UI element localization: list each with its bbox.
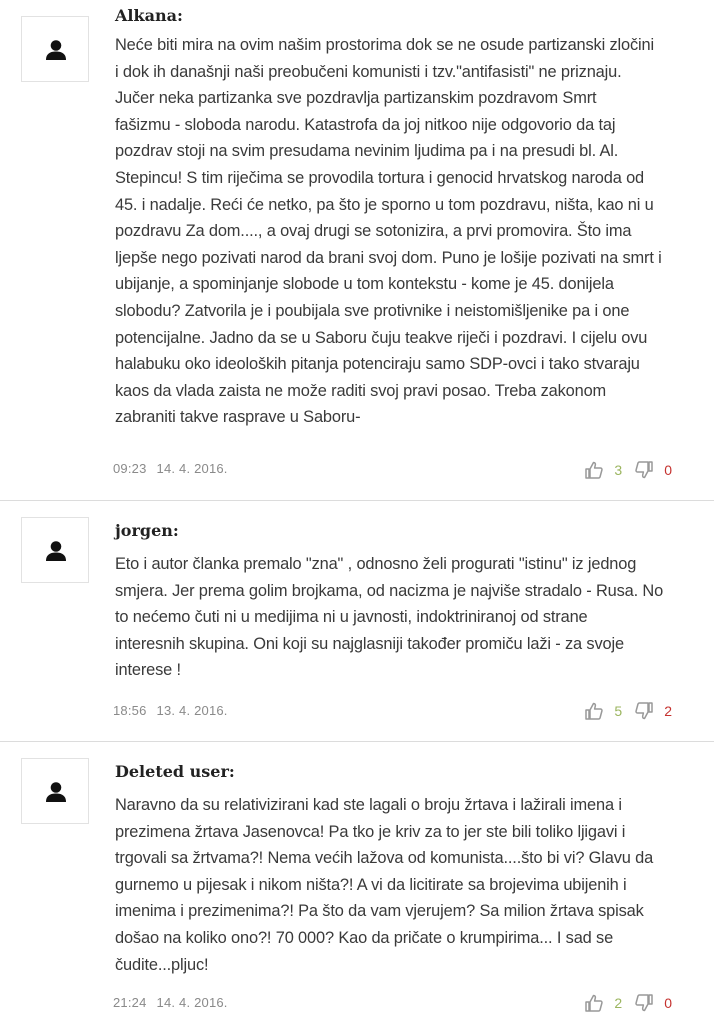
like-count: 3 xyxy=(614,462,623,478)
dislike-count: 0 xyxy=(664,462,672,478)
user-silhouette-icon xyxy=(45,781,67,803)
thumbs-down-icon[interactable] xyxy=(634,701,654,721)
comment-time: 18:56 xyxy=(113,703,147,718)
dislike-count: 0 xyxy=(664,995,672,1011)
vote-controls xyxy=(584,992,672,1014)
comment-timestamp xyxy=(113,461,228,476)
thumbs-up-icon[interactable] xyxy=(584,701,604,721)
comment-author[interactable]: Deleted user: xyxy=(115,762,235,781)
thumbs-up-icon[interactable] xyxy=(584,993,604,1013)
comment-date: 14. 4. 2016. xyxy=(156,995,228,1010)
thumbs-up-icon[interactable] xyxy=(584,460,604,480)
comment-item xyxy=(0,742,714,1024)
vote-controls xyxy=(584,700,672,722)
like-count: 2 xyxy=(614,995,623,1011)
dislike-count: 2 xyxy=(664,703,672,719)
comment-timestamp xyxy=(113,703,228,718)
comment-text: Eto i autor članka premalo "zna" , odnosno želi progurati "istinu" iz jednog smjera. Jer prema golim brojkama, od nacizma je najviše stradalo - Rusa. No to nećemo čuti ni u medijima ni u javnosti, indoktriniranoj od strane interesnih skupina. Oni koji su najglasniji također promiču laži - za svoje interese ! xyxy=(115,555,664,680)
comment-text: Neće biti mira na ovim našim prostorima dok se ne osude partizanski zločini i dok ih današnji naši preobučeni komunisti i tzv."antifasisti" ne priznaju. Jučer neka partizanka sve pozdravlja partizanskim pozdravom Smrt fašizmu - sloboda narodu. Katastrofa da joj nitkoo nije odgovorio da taj pozdrav stoji na svim presudama nevinim ljudima pa i na presudi bl. Al. Stepincu! S tim riječima se provodila tortura i genocid hrvatskog naroda od 45. i nadalje. Reći će netko, pa što je sporno u tom pozdravu, ništa, kao ni u pozdravu Za dom...., a ovaj drugi se sotonizira, a prvi promovira. Što ima ljepše nego pozivati narod da brani svoj dom. Puno je lošije pozivati na smrt i ubijanje, a spominjanje slobode u tom kontekstu - kome je 45. donijela slobodu? Zatvorila je i poubijala sve protivnike i neistomišljenike pa i one potencijalne. Jadno da se u Saboru čuju teakve riječi i pozdravi. I cijelu ovu halabuku oko ideoloških pitanja potenciraju samo SDP-ovci i tako stvaraju kaos da vlada zaista ne može raditi svoj pravi posao. Treba zakonom zabraniti takve rasprave u Saboru- xyxy=(115,36,662,427)
user-silhouette-icon xyxy=(45,540,67,562)
comment-text: Naravno da su relativizirani kad ste lagali o broju žrtava i lažirali imena i prezimena žrtava Jasenovca! Pa tko je kriv za to jer ste bili toliko ljigavi i trgovali sa žrtvama?! Nema većih lažova od komunista....što bi vi? Glavu da gurnemo u pijesak i nikom ništa?! A vi da licitirate sa brojevima ubijenih i imenima i prezimenima?! Pa što da vam vjerujem? Sa milion žrtava spisak došao na koliko ono?! 70 000? Kao da pričate o krumpirima... I sad se čudite...pljuc! xyxy=(115,796,654,974)
comment-date: 14. 4. 2016. xyxy=(156,461,228,476)
comment-timestamp xyxy=(113,995,228,1010)
avatar[interactable] xyxy=(21,16,89,82)
comment-author[interactable]: Alkana: xyxy=(115,6,183,25)
thumbs-down-icon[interactable] xyxy=(634,993,654,1013)
comment-time: 09:23 xyxy=(113,461,147,476)
user-silhouette-icon xyxy=(45,39,67,61)
avatar[interactable] xyxy=(21,517,89,583)
comment-date: 13. 4. 2016. xyxy=(156,703,228,718)
avatar[interactable] xyxy=(21,758,89,824)
comment-item xyxy=(0,501,714,742)
comment-time: 21:24 xyxy=(113,995,147,1010)
vote-controls xyxy=(584,459,672,481)
comment-author[interactable]: jorgen: xyxy=(115,521,179,540)
thumbs-down-icon[interactable] xyxy=(634,460,654,480)
like-count: 5 xyxy=(614,703,623,719)
comment-item xyxy=(0,0,714,501)
